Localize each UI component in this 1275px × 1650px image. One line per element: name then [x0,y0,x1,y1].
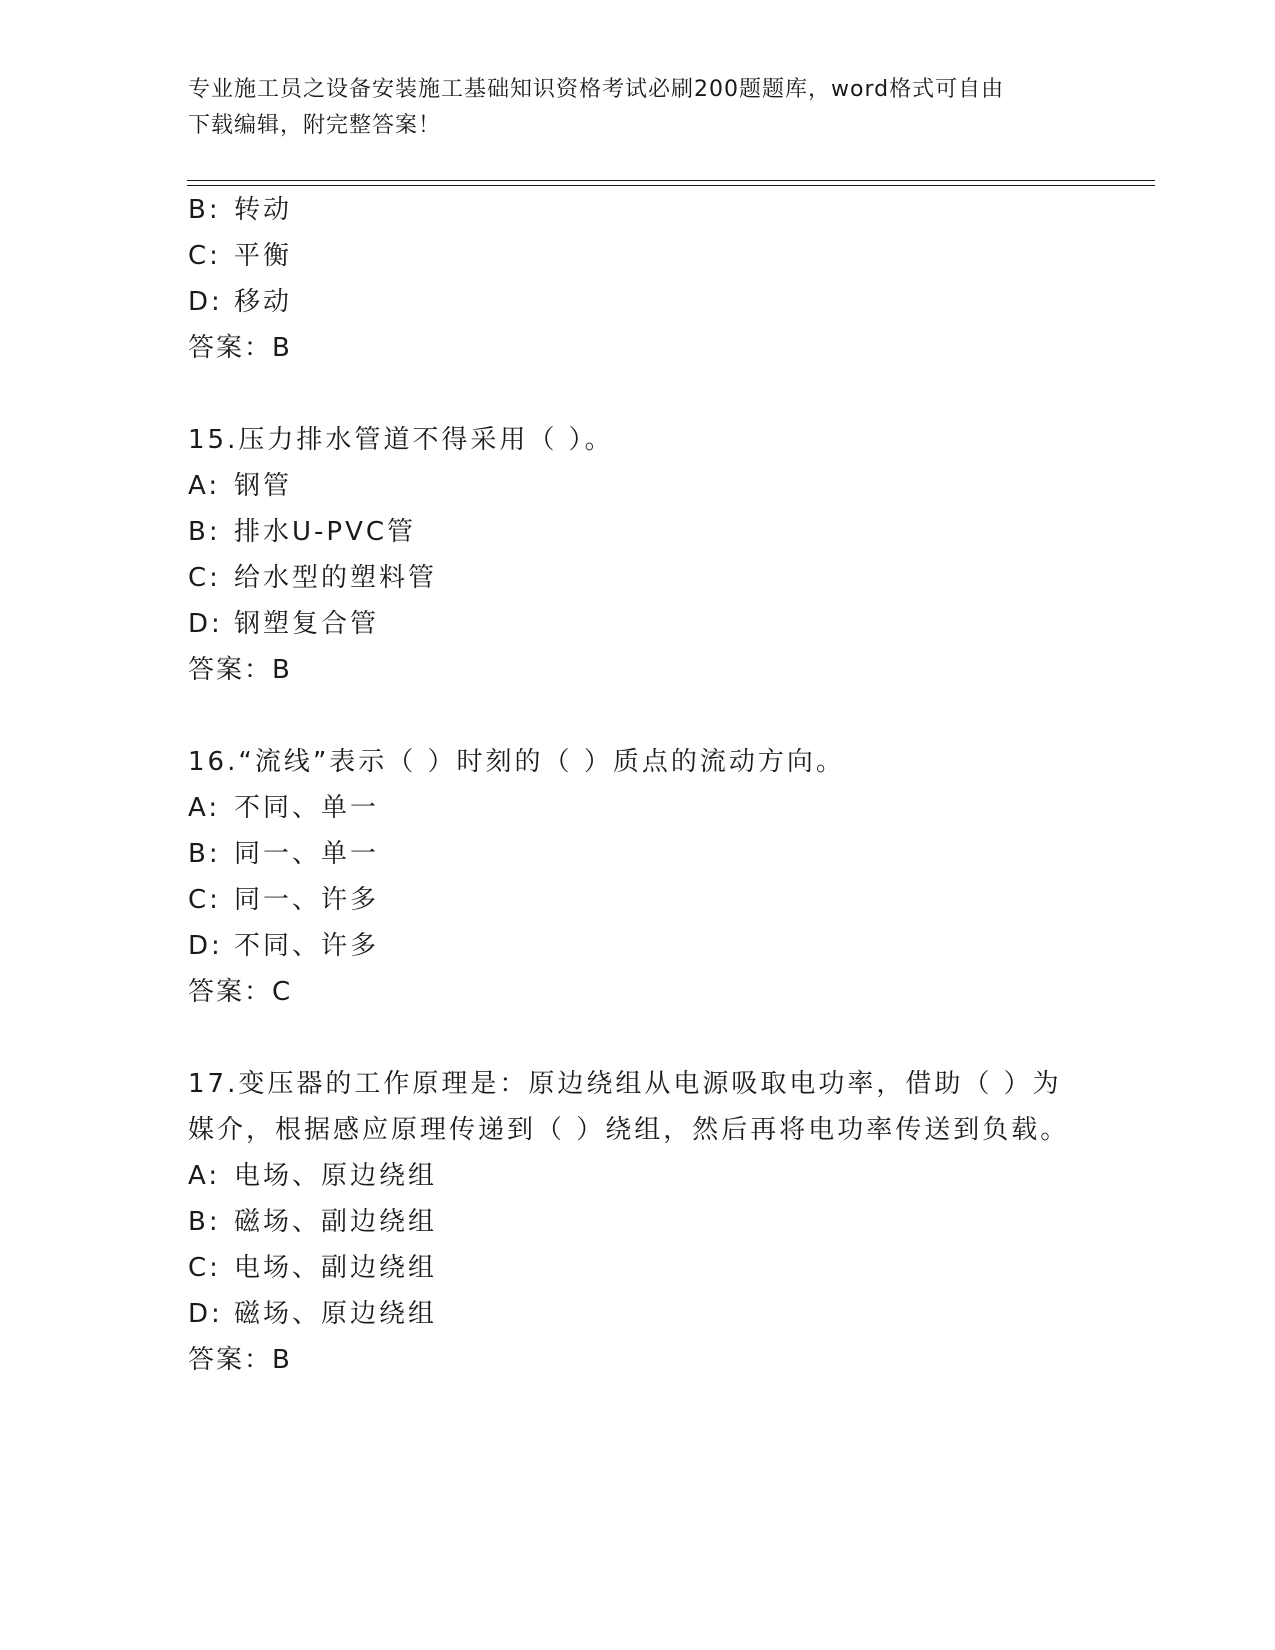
option-text: 磁场、副边绕组 [234,1207,438,1237]
option-a [188,785,1068,831]
option-letter: A: [188,793,221,823]
option-b [188,831,1068,877]
question-stem: 15.压力排水管道不得采用（ ）。 [188,425,614,455]
option-letter: B: [188,195,221,225]
question-16 [188,739,1068,1015]
answer-line: 答案：B [188,655,292,685]
option-text: 排水U-PVC管 [234,517,417,547]
option-b [188,1199,1068,1245]
answer-line: 答案：C [188,977,293,1007]
header-line-2: 下载编辑，附完整答案！ [188,113,442,138]
option-text: 给水型的塑料管 [234,563,438,593]
question-stem: 16.“流线”表示（ ）时刻的（ ）质点的流动方向。 [188,747,845,777]
option-text: 同一、许多 [234,885,380,915]
question-content [188,187,1068,1383]
option-text: 平衡 [234,241,293,271]
option-letter: D: [188,931,223,961]
option-text: 移动 [234,287,293,317]
option-letter: B: [188,839,221,869]
question-15 [188,417,1068,693]
option-c [188,877,1068,923]
option-b [188,509,1068,555]
question-17 [188,1061,1068,1383]
option-letter: B: [188,1207,221,1237]
header-divider-bottom [187,185,1155,186]
option-text: 转动 [234,195,293,225]
option-text: 同一、单一 [234,839,380,869]
option-letter: D: [188,1299,223,1329]
header-divider-top [187,180,1155,181]
option-letter: A: [188,471,221,501]
option-d [188,279,1068,325]
option-c [188,1245,1068,1291]
option-d [188,601,1068,647]
option-text: 电场、原边绕组 [234,1161,438,1191]
carryover-question [188,187,1068,371]
option-text: 电场、副边绕组 [234,1253,438,1283]
option-letter: C: [188,241,221,271]
option-c [188,555,1068,601]
option-letter: C: [188,885,221,915]
option-letter: D: [188,609,223,639]
spacer [188,693,1068,739]
option-text: 不同、许多 [234,931,380,961]
spacer [188,1015,1068,1061]
document-header [188,72,1068,144]
header-line-1: 专业施工员之设备安装施工基础知识资格考试必刷200题题库，word格式可自由 [188,77,1005,102]
answer-line: 答案：B [188,333,292,363]
option-a [188,463,1068,509]
option-text: 钢塑复合管 [234,609,380,639]
option-d [188,1291,1068,1337]
option-a [188,1153,1068,1199]
option-c [188,233,1068,279]
option-text: 磁场、原边绕组 [234,1299,438,1329]
question-stem-line-2: 媒介，根据感应原理传递到（ ）绕组，然后再将电功率传送到负载。 [188,1115,1070,1145]
option-text: 不同、单一 [234,793,380,823]
option-d [188,923,1068,969]
question-stem-line-1: 17.变压器的工作原理是：原边绕组从电源吸取电功率，借助（ ）为 [188,1069,1062,1099]
option-letter: B: [188,517,221,547]
option-letter: C: [188,1253,221,1283]
spacer [188,371,1068,417]
option-letter: C: [188,563,221,593]
option-letter: A: [188,1161,221,1191]
option-text: 钢管 [234,471,293,501]
answer-line: 答案：B [188,1345,292,1375]
option-b [188,187,1068,233]
option-letter: D: [188,287,223,317]
